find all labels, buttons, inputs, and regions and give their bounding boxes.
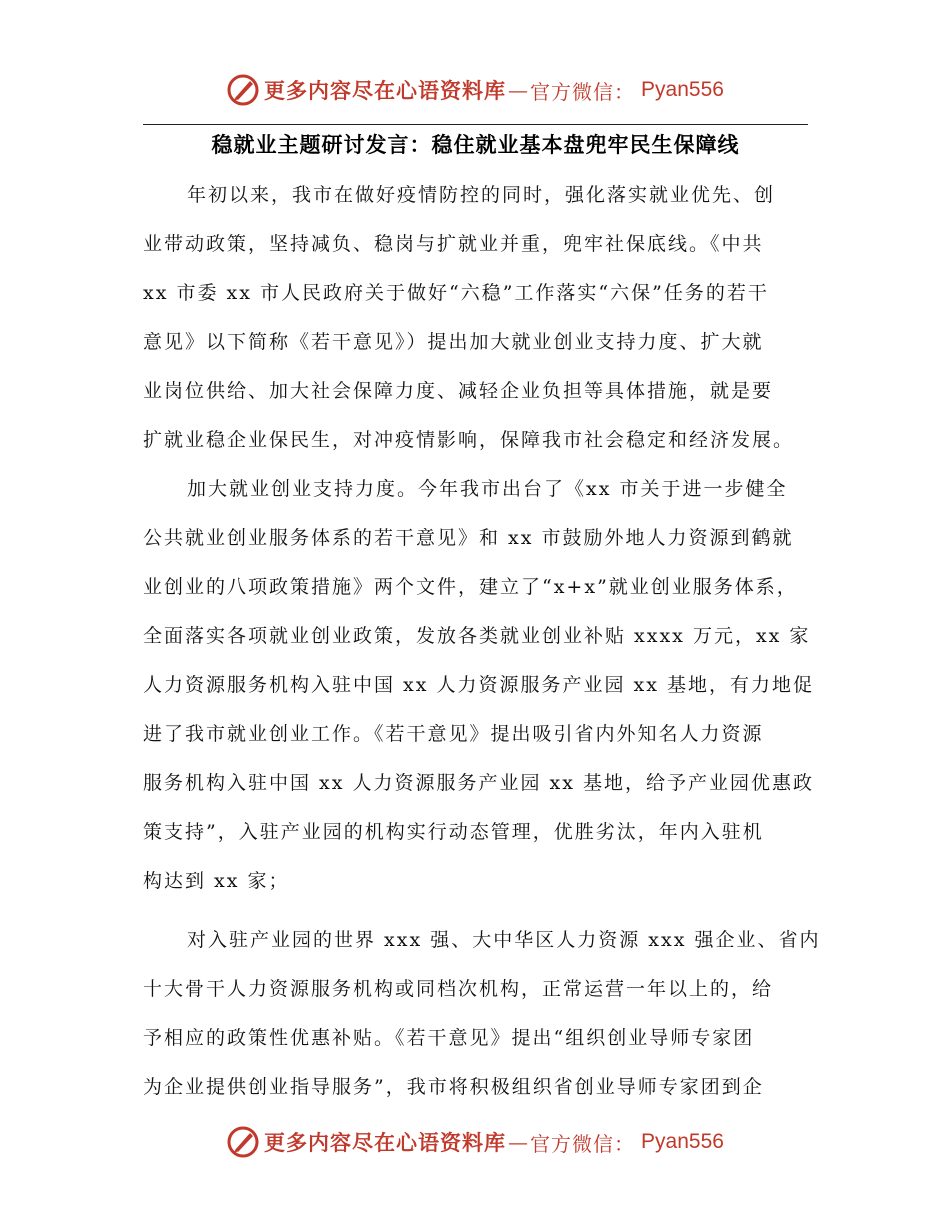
- document-title: 稳就业主题研讨发言：稳住就业基本盘兜牢民生保障线: [211, 133, 740, 157]
- header-divider: [143, 124, 808, 125]
- body-line: 意见》以下简称《若干意见》）提出加大就业创业支持力度、扩大就: [143, 331, 764, 353]
- banner-brand-text: 更多内容尽在心语资料库: [264, 78, 507, 103]
- header-banner: [0, 70, 950, 110]
- body-line: 业创业的八项政策措施》两个文件，建立了“x+x”就业创业服务体系，: [143, 576, 798, 598]
- banner-wechat-id: Pyan556: [641, 1130, 724, 1153]
- banner-brand-text: 更多内容尽在心语资料库: [264, 1130, 507, 1155]
- body-line: 全面落实各项就业创业政策，发放各类就业创业补贴 xxxx 万元，xx 家: [143, 625, 811, 647]
- body-line: 予相应的政策性优惠补贴。《若干意见》提出“组织创业导师专家团: [143, 1027, 755, 1049]
- body-line: 对入驻产业园的世界 xxx 强、大中华区人力资源 xxx 强企业、省内: [187, 929, 821, 951]
- banner-wechat-label: 官方微信：: [530, 79, 636, 104]
- body-line: 策支持”，入驻产业园的机构实行动态管理，优胜劣汰，年内入驻机: [143, 821, 764, 843]
- body-line: 公共就业创业服务体系的若干意见》和 xx 市鼓励外地人力资源到鹤就: [143, 527, 794, 549]
- body-line: 扩就业稳企业保民生，对冲疫情影响，保障我市社会稳定和经济发展。: [143, 429, 795, 451]
- body-line: 十大骨干人力资源服务机构或同档次机构，正常运营一年以上的，给: [143, 978, 774, 1000]
- banner-wechat-id: Pyan556: [641, 78, 724, 101]
- banner-dash: —: [508, 78, 529, 102]
- body-line: 构达到 xx 家；: [143, 870, 290, 892]
- footer-banner: [0, 1122, 950, 1162]
- body-line: xx 市委 xx 市人民政府关于做好“六稳”工作落实“六保”任务的若干: [143, 282, 769, 304]
- quill-logo-icon: [226, 73, 260, 107]
- body-line: 业带动政策，坚持减负、稳岗与扩就业并重，兜牢社保底线。《中共: [143, 233, 764, 255]
- banner-wechat-label: 官方微信：: [530, 1131, 636, 1156]
- body-line: 服务机构入驻中国 xx 人力资源服务产业园 xx 基地，给予产业园优惠政: [143, 772, 815, 794]
- quill-logo-icon: [226, 1125, 260, 1159]
- body-line: 加大就业创业支持力度。今年我市出台了《xx 市关于进一步健全: [187, 478, 788, 500]
- banner-dash: —: [508, 1130, 529, 1154]
- body-line: 进了我市就业创业工作。《若干意见》提出吸引省内外知名人力资源: [143, 723, 764, 745]
- body-line: 业岗位供给、加大社会保障力度、减轻企业负担等具体措施，就是要: [143, 380, 774, 402]
- body-line: 年初以来，我市在做好疫情防控的同时，强化落实就业优先、创: [187, 184, 776, 206]
- body-line: 人力资源服务机构入驻中国 xx 人力资源服务产业园 xx 基地，有力地促: [143, 674, 815, 696]
- body-line: 为企业提供创业指导服务”，我市将积极组织省创业导师专家团到企: [143, 1076, 764, 1098]
